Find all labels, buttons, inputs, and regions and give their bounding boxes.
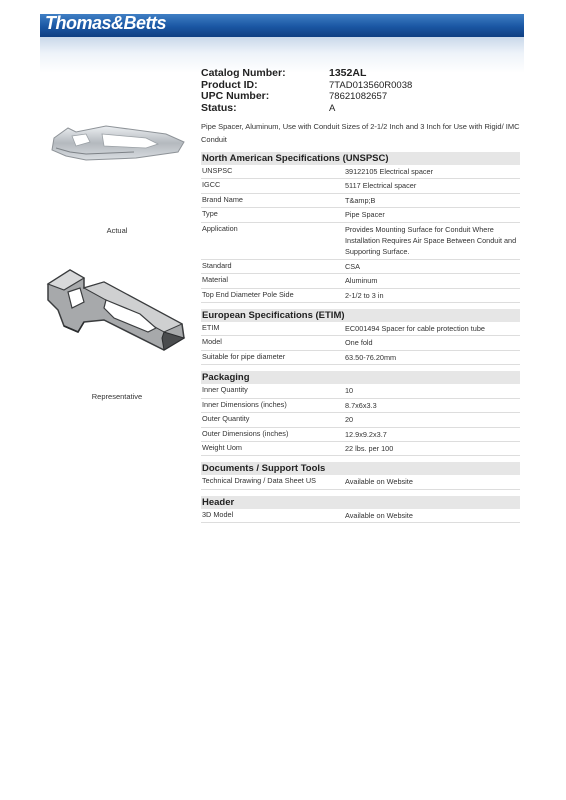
spec-value: One fold	[344, 336, 520, 350]
spec-key: Model	[201, 336, 344, 350]
table-row	[201, 165, 520, 179]
spec-key: Application	[201, 222, 344, 259]
table-row	[201, 322, 520, 336]
spec-value: 20	[344, 413, 520, 427]
upc-number-row	[201, 91, 412, 103]
spec-key: Outer Dimensions (inches)	[201, 427, 344, 441]
table-row	[201, 509, 520, 523]
spec-value: 8.7x6x3.3	[344, 398, 520, 412]
spec-table-header	[201, 509, 520, 523]
spec-value: EC001494 Spacer for cable protection tube	[344, 322, 520, 336]
spec-value: Aluminum	[344, 274, 520, 288]
table-row	[201, 193, 520, 207]
table-row	[201, 413, 520, 427]
table-row	[201, 475, 520, 489]
spec-key: Weight Uom	[201, 441, 344, 455]
spec-value: Provides Mounting Surface for Conduit Where Installation Requires Air Space Between Conduit and Supporting Surface.	[344, 222, 520, 259]
spec-value: 5117 Electrical spacer	[344, 179, 520, 193]
spec-key: Material	[201, 274, 344, 288]
status-row	[201, 103, 412, 115]
section-heading-etim: European Specifications (ETIM)	[201, 309, 520, 322]
product-id-value: 7TAD013560R0038	[329, 79, 413, 91]
spec-key: Technical Drawing / Data Sheet US	[201, 475, 344, 489]
table-row	[201, 441, 520, 455]
spec-key: UNSPSC	[201, 165, 344, 179]
spec-key: Inner Dimensions (inches)	[201, 398, 344, 412]
spec-value: Pipe Spacer	[344, 208, 520, 222]
status-label: Status:	[201, 101, 237, 114]
spec-value: T&amp;B	[344, 193, 520, 207]
table-row	[201, 336, 520, 350]
spec-value: 39122105 Electrical spacer	[344, 165, 520, 179]
section-heading-unspsc: North American Specifications (UNSPSC)	[201, 152, 520, 165]
product-description: Pipe Spacer, Aluminum, Use with Conduit Sizes of 2-1/2 Inch and 3 Inch for Use with Rigid/ IMC Conduit	[201, 122, 520, 144]
spec-key: Top End Diameter Pole Side	[201, 288, 344, 302]
spec-value: Available on Website	[344, 475, 520, 489]
spec-key: IGCC	[201, 179, 344, 193]
table-row	[201, 222, 520, 259]
spec-key: Suitable for pipe diameter	[201, 350, 344, 364]
catalog-number-label: Catalog Number:	[201, 67, 286, 79]
section-heading-header: Header	[201, 496, 520, 509]
table-row	[201, 259, 520, 273]
spec-value: Available on Website	[344, 509, 520, 523]
table-row	[201, 384, 520, 398]
spec-table-documents	[201, 475, 520, 489]
company-logo: Thomas&Betts	[45, 13, 167, 33]
section-heading-documents: Documents / Support Tools	[201, 462, 520, 475]
spec-value: 2-1/2 to 3 in	[344, 288, 520, 302]
product-spec-sheet	[201, 68, 520, 523]
table-row	[201, 288, 520, 302]
actual-product-photo	[46, 118, 188, 166]
spec-key: Brand Name	[201, 193, 344, 207]
section-heading-packaging: Packaging	[201, 371, 520, 384]
table-row	[201, 179, 520, 193]
actual-caption: Actual	[106, 226, 128, 235]
product-id-label: Product ID:	[201, 78, 258, 91]
product-id-table	[201, 68, 412, 114]
spec-value: 10	[344, 384, 520, 398]
spec-table-etim	[201, 322, 520, 365]
spec-value: 63.50-76.20mm	[344, 350, 520, 364]
table-row	[201, 350, 520, 364]
upc-number-label: UPC Number:	[201, 90, 270, 102]
table-row	[201, 274, 520, 288]
spec-key: Type	[201, 208, 344, 222]
spec-table-unspsc	[201, 165, 520, 303]
upc-number-value: 78621082657	[329, 91, 388, 102]
table-row	[201, 208, 520, 222]
spec-value: 22 lbs. per 100	[344, 441, 520, 455]
spec-table-packaging	[201, 384, 520, 456]
table-row	[201, 398, 520, 412]
spec-key: Outer Quantity	[201, 413, 344, 427]
spec-value: 12.9x9.2x3.7	[344, 427, 520, 441]
spec-key: Standard	[201, 259, 344, 273]
representative-product-drawing	[44, 266, 186, 358]
spec-value: CSA	[344, 259, 520, 273]
status-value: A	[329, 102, 336, 114]
representative-caption: Representative	[91, 392, 143, 401]
catalog-number-value: 1352AL	[329, 67, 367, 79]
spec-key: 3D Model	[201, 509, 344, 523]
spec-key: ETIM	[201, 322, 344, 336]
spec-key: Inner Quantity	[201, 384, 344, 398]
catalog-number-row	[201, 68, 412, 80]
table-row	[201, 427, 520, 441]
